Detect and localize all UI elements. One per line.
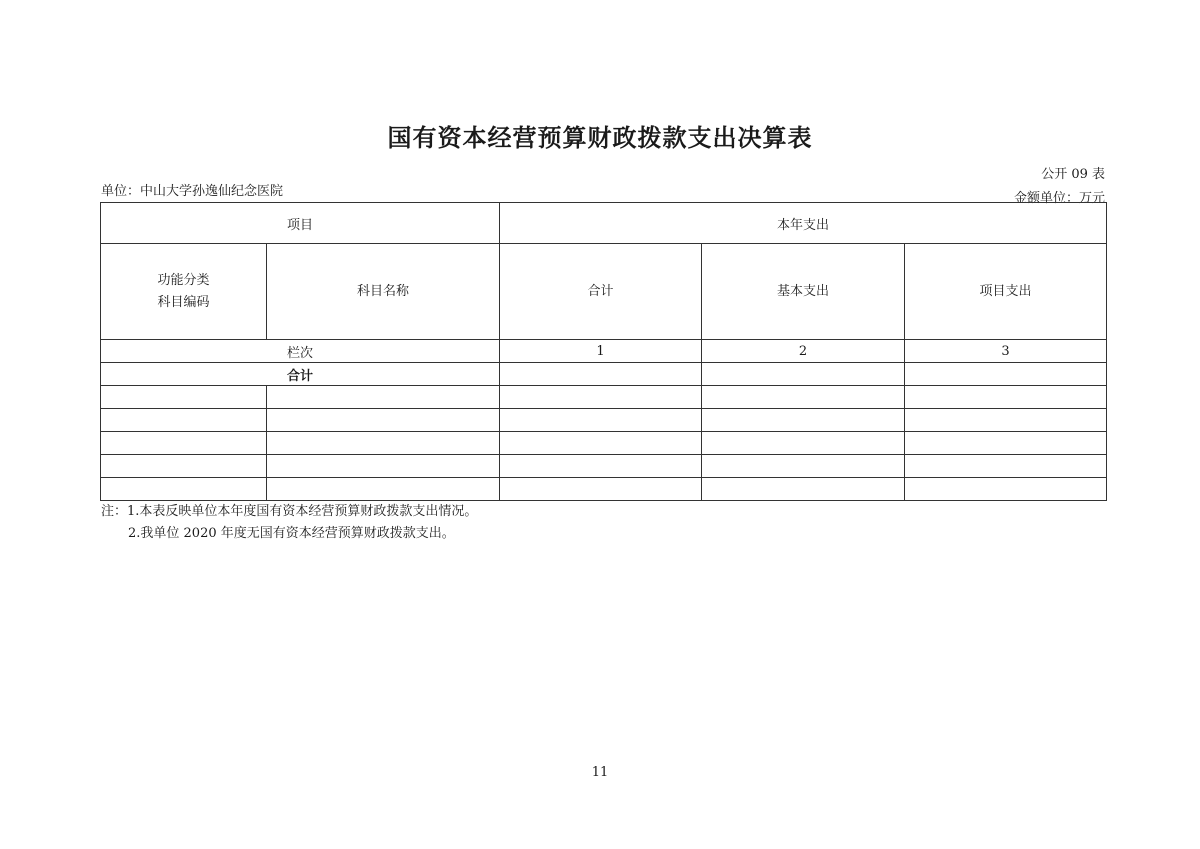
header-func-code-line2: 科目编码 [157,294,210,310]
total-basic-cell [702,363,905,386]
column-number-1: 1 [500,340,702,363]
header-project-expense: 项目支出 [905,244,1107,340]
header-subject-name: 科目名称 [267,244,500,340]
header-row-1 [101,203,1107,244]
page-number: 11 [591,765,609,780]
total-sum-cell [500,363,702,386]
table-row [101,432,1107,455]
total-row [101,363,1107,386]
table-row [101,478,1107,501]
table-row [101,409,1107,432]
header-project: 项目 [101,203,500,244]
column-number-label: 栏次 [101,340,500,363]
column-number-row [101,340,1107,363]
header-basic-expense: 基本支出 [702,244,905,340]
table-row [101,455,1107,478]
form-number: 公开 09 表 [1041,167,1105,182]
table-row [101,386,1107,409]
expense-table [100,202,1107,501]
unit-label: 单位：中山大学孙逸仙纪念医院 [101,184,284,199]
column-number-2: 2 [702,340,905,363]
note-2: 2.我单位 2020 年度无国有资本经营预算财政拨款支出。 [128,526,455,541]
column-number-3: 3 [905,340,1107,363]
note-1: 注：1.本表反映单位本年度国有资本经营预算财政拨款支出情况。 [101,504,478,519]
header-func-code-line1: 功能分类 [157,272,210,288]
notes [101,501,477,545]
header-total: 合计 [500,244,702,340]
total-label: 合计 [101,363,500,386]
header-row-2 [101,244,1107,340]
total-project-cell [905,363,1107,386]
header-this-year-expense: 本年支出 [500,203,1107,244]
page-title: 国有资本经营预算财政拨款支出决算表 [387,123,813,152]
money-unit-label: 金额单位：万元 [1013,191,1105,206]
header-func-code [101,244,267,340]
